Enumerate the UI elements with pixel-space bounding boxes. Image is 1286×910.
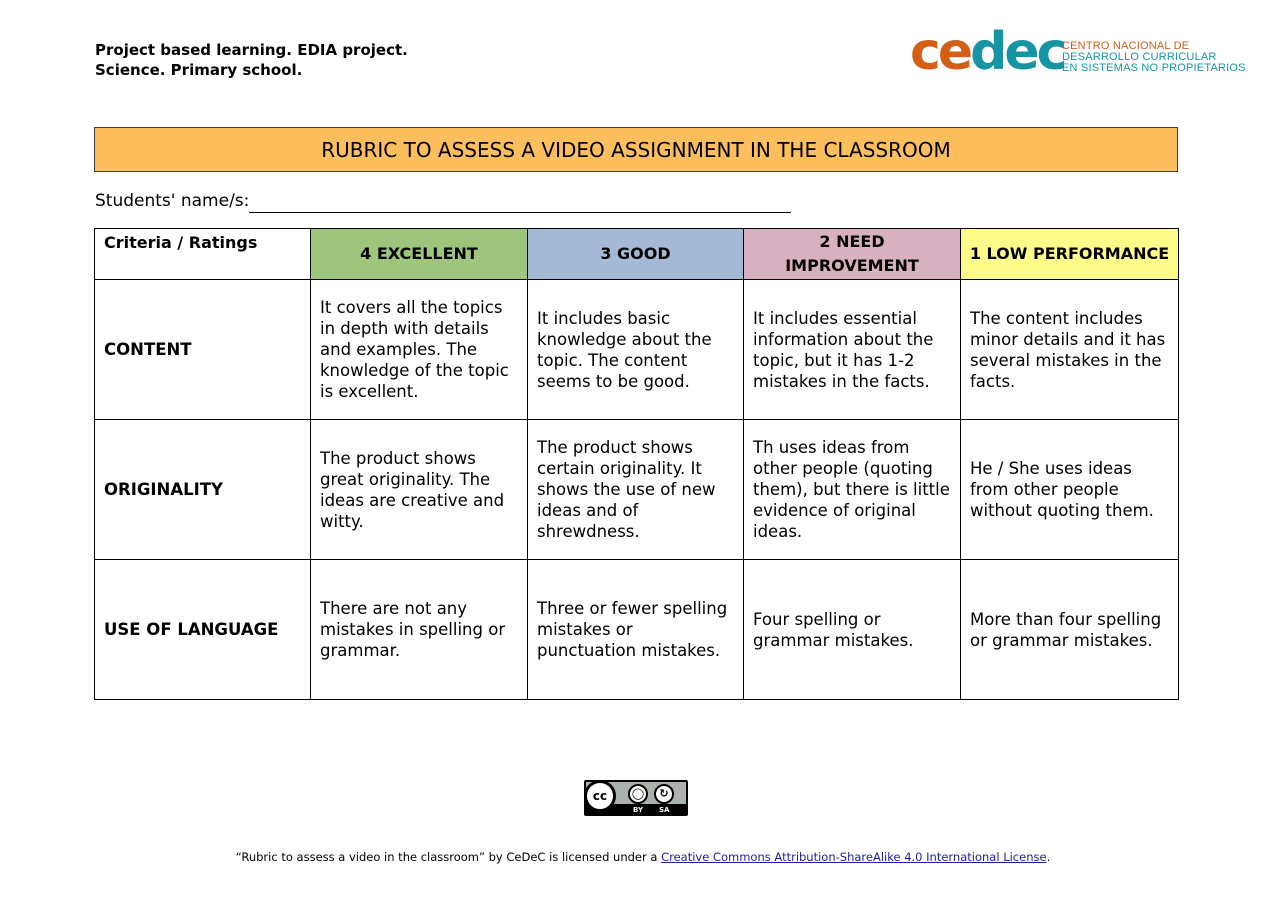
cedec-logo xyxy=(910,22,1246,82)
cedec-logo-subtitle: CENTRO NACIONAL DE DESARROLLO CURRICULAR EN SISTEMAS NO PROPIETARIOS xyxy=(1062,40,1246,74)
table-cell: He / She uses ideas from other people without quoting them. xyxy=(961,420,1179,560)
table-cell: It includes essential information about the topic, but it has 1-2 mistakes in the facts. xyxy=(744,280,961,420)
rating-header-low-performance: 1 LOW PERFORMANCE xyxy=(961,229,1179,280)
badge-sa-label: SA xyxy=(659,806,670,814)
rubric-table xyxy=(94,228,1179,700)
footer-period: . xyxy=(1046,850,1051,864)
table-cell: There are not any mistakes in spelling or grammar. xyxy=(311,560,528,700)
cc-license-link[interactable]: Creative Commons Attribution-ShareAlike 4.0 International License xyxy=(661,850,1047,864)
rubric-row-use-of-language xyxy=(95,560,1179,700)
table-cell: It covers all the topics in depth with details and examples. The knowledge of the topic is excellent. xyxy=(311,280,528,420)
rating-header-good: 3 GOOD xyxy=(528,229,744,280)
header-subject-line: Science. Primary school. xyxy=(95,61,303,79)
rating-header-need-improvement: 2 NEED IMPROVEMENT xyxy=(744,229,961,280)
table-cell: The content includes minor details and it has several mistakes in the facts. xyxy=(961,280,1179,420)
attribution-person-icon: ◯ xyxy=(628,784,648,804)
rating-header-excellent: 4 EXCELLENT xyxy=(311,229,528,280)
table-cell: More than four spelling or grammar mistakes. xyxy=(961,560,1179,700)
license-footer xyxy=(0,849,1286,865)
table-cell: The product shows great originality. The ideas are creative and witty. xyxy=(311,420,528,560)
badge-by-label: BY xyxy=(633,806,644,814)
table-cell: Three or fewer spelling mistakes or punctuation mistakes. xyxy=(528,560,744,700)
rubric-row-content xyxy=(95,280,1179,420)
students-name-field[interactable] xyxy=(95,189,791,213)
table-cell: The product shows certain originality. It shows the use of new ideas and of shrewdness. xyxy=(528,420,744,560)
header-project-line: Project based learning. EDIA project. xyxy=(95,41,408,59)
criterion-use-of-language: USE OF LANGUAGE xyxy=(95,560,311,700)
rubric-row-originality xyxy=(95,420,1179,560)
footer-attribution-text: “Rubric to assess a video in the classroom” by CeDeC is licensed under a xyxy=(235,850,662,864)
table-cell: It includes basic knowledge about the topic. The content seems to be good. xyxy=(528,280,744,420)
cedec-logo-wordmark: cedec xyxy=(910,22,1065,82)
document-header xyxy=(95,40,408,80)
table-cell: Four spelling or grammar mistakes. xyxy=(744,560,961,700)
rubric-title: RUBRIC TO ASSESS A VIDEO ASSIGNMENT IN THE CLASSROOM xyxy=(94,127,1178,172)
criterion-content: CONTENT xyxy=(95,280,311,420)
students-name-label: Students' name/s: xyxy=(95,191,250,211)
criterion-originality: ORIGINALITY xyxy=(95,420,311,560)
share-alike-icon: ↻ xyxy=(654,784,674,804)
criteria-ratings-header: Criteria / Ratings xyxy=(95,229,311,280)
table-cell: Th uses ideas from other people (quoting them), but there is little evidence of original ideas. xyxy=(744,420,961,560)
students-name-blank[interactable] xyxy=(249,192,791,213)
cc-icon: cc xyxy=(584,780,616,812)
cc-by-sa-badge[interactable] xyxy=(584,780,688,816)
rubric-header-row xyxy=(95,229,1179,280)
